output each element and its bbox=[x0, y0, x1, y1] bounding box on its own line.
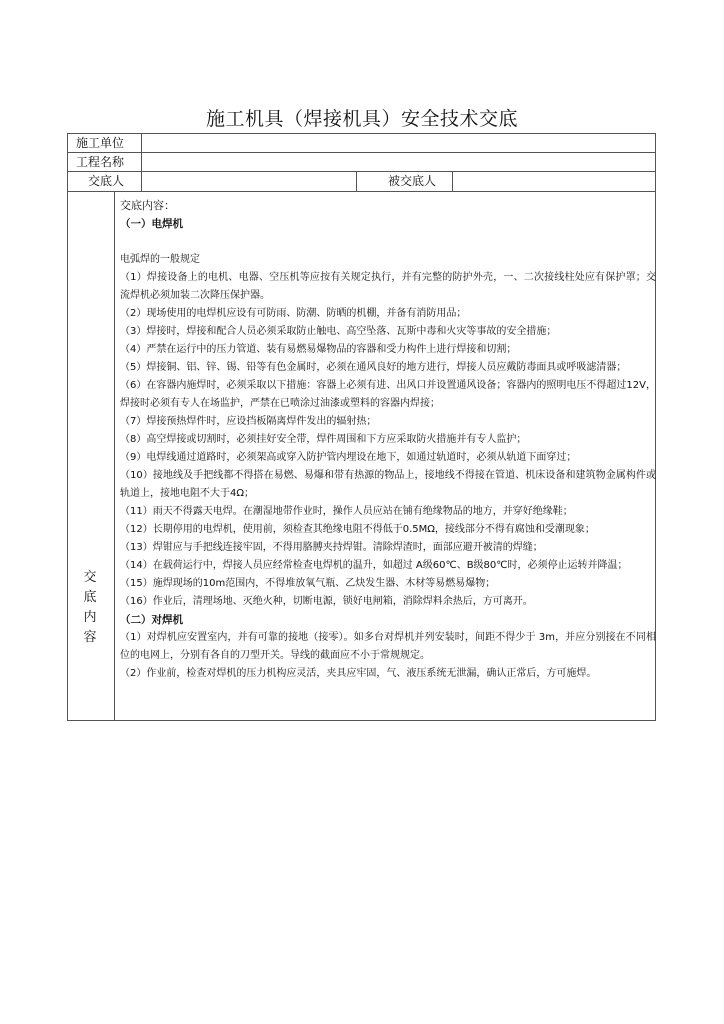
list-item: （14）在载荷运行中，焊接人员应经常检查电焊机的温升，如超过 A级60℃、B级80℃时，必须停止运转并降温； bbox=[120, 560, 628, 571]
content-intro: 交底内容： bbox=[120, 199, 175, 212]
side-char: 交 bbox=[83, 570, 97, 585]
disclosure-form bbox=[67, 133, 656, 721]
list-item: （6）在容器内施焊时，必须采取以下措施：容器上必须有进、出风口并设置通风设备；容器内的照明电压不得超过12V，焊接时必须有专人在场监护，严禁在已喷涂过油漆或塑料的容器内焊接； bbox=[120, 380, 656, 409]
blank-line bbox=[120, 233, 656, 251]
list-item: （2）作业前，检查对焊机的压力机构应灵活，夹具应牢固，气、液压系统无泄漏，确认正常后，方可施焊。 bbox=[120, 668, 597, 679]
receiver-label: 被交底人 bbox=[388, 174, 437, 188]
page-title: 施工机具（焊接机具）安全技术交底 bbox=[205, 108, 518, 130]
row-divider bbox=[68, 191, 655, 192]
discloser-value-field[interactable] bbox=[142, 172, 356, 191]
section-title-welder: （一）电焊机 bbox=[120, 218, 183, 230]
list-item: （15）施焊现场的10m范围内，不得堆放氧气瓶、乙炔发生器、木材等易燃易爆物； bbox=[120, 578, 496, 589]
list-item: （16）作业后，清理场地、灭绝火种，切断电源，锁好电闸箱，消除焊料余热后，方可离开。 bbox=[120, 596, 533, 607]
side-char: 容 bbox=[83, 630, 97, 645]
list-item: （13）焊钳应与手把线连接牢固，不得用胳膊夹持焊钳。清除焊渣时，面部应避开被清的焊缝； bbox=[120, 542, 543, 553]
receiver-value-field[interactable] bbox=[453, 172, 655, 191]
list-item: （8）高空焊接或切割时，必须挂好安全带，焊件周围和下方应采取防火措施并有专人监护； bbox=[120, 434, 527, 445]
side-char: 底 bbox=[83, 590, 97, 605]
project-value-field[interactable] bbox=[142, 153, 655, 171]
list-item: （1）对焊机应安置室内，并有可靠的接地（接零）。如多台对焊机并列安装时，间距不得少于 3m，并应分别接在不同相位的电网上，分别有各自的刀型开关。导线的截面应不小于常规规定。 bbox=[120, 632, 656, 661]
col-divider bbox=[356, 172, 357, 191]
list-item: （5）焊接铜、铝、锌、锡、铅等有色金属时，必须在通风良好的地方进行，焊接人员应戴防毒面具或呼吸滤清器； bbox=[120, 362, 627, 373]
list-item: （12）长期停用的电焊机，使用前，须检查其绝缘电阻不得低于0.5MΩ，接线部分不得有腐蚀和受潮现象； bbox=[120, 524, 595, 535]
project-label: 工程名称 bbox=[76, 155, 125, 169]
list-item: （11）雨天不得露天电焊。在潮湿地带作业时，操作人员应站在铺有绝缘物品的地方，并穿好绝缘鞋； bbox=[120, 506, 573, 517]
list-item: （7）焊接预热焊件时，应设挡板隔离焊件发出的辐射热； bbox=[120, 416, 377, 427]
list-item: （1）焊接设备上的电机、电器、空压机等应按有关规定执行，并有完整的防护外壳，一、二次接线柱处应有保护罩；交流焊机必须加装二次降压保护器。 bbox=[120, 272, 656, 301]
discloser-label: 交底人 bbox=[88, 174, 125, 188]
content-side-label bbox=[68, 568, 112, 648]
cut-off-line bbox=[120, 714, 650, 718]
section-title-butt-welder: （二）对焊机 bbox=[120, 614, 183, 626]
list-item: （3）焊接时，焊接和配合人员必须采取防止触电、高空坠落、瓦斯中毒和火灾等事故的安全措施； bbox=[120, 326, 557, 337]
disclosure-content bbox=[120, 197, 656, 683]
list-item: （9）电焊线通过道路时，必须架高或穿入防护管内埋设在地下，如通过轨道时，必须从轨道下面穿过； bbox=[120, 452, 577, 463]
section-subtitle: 电弧焊的一般规定 bbox=[120, 254, 200, 265]
list-item: （4）严禁在运行中的压力管道、装有易燃易爆物品的容器和受力构件上进行焊接和切割； bbox=[120, 344, 517, 355]
side-char: 内 bbox=[83, 610, 97, 625]
col-divider bbox=[114, 191, 115, 720]
unit-label: 施工单位 bbox=[76, 136, 125, 150]
unit-value-field[interactable] bbox=[142, 134, 655, 152]
list-item: （2）现场使用的电焊机应设有可防雨、防潮、防晒的机棚，并备有消防用品； bbox=[120, 308, 467, 319]
list-item: （10）接地线及手把线都不得搭在易燃、易爆和带有热源的物品上，接地线不得接在管道、机床设备和建筑物金属构件或轨道上，接地电阻不大于4Ω； bbox=[120, 470, 656, 499]
